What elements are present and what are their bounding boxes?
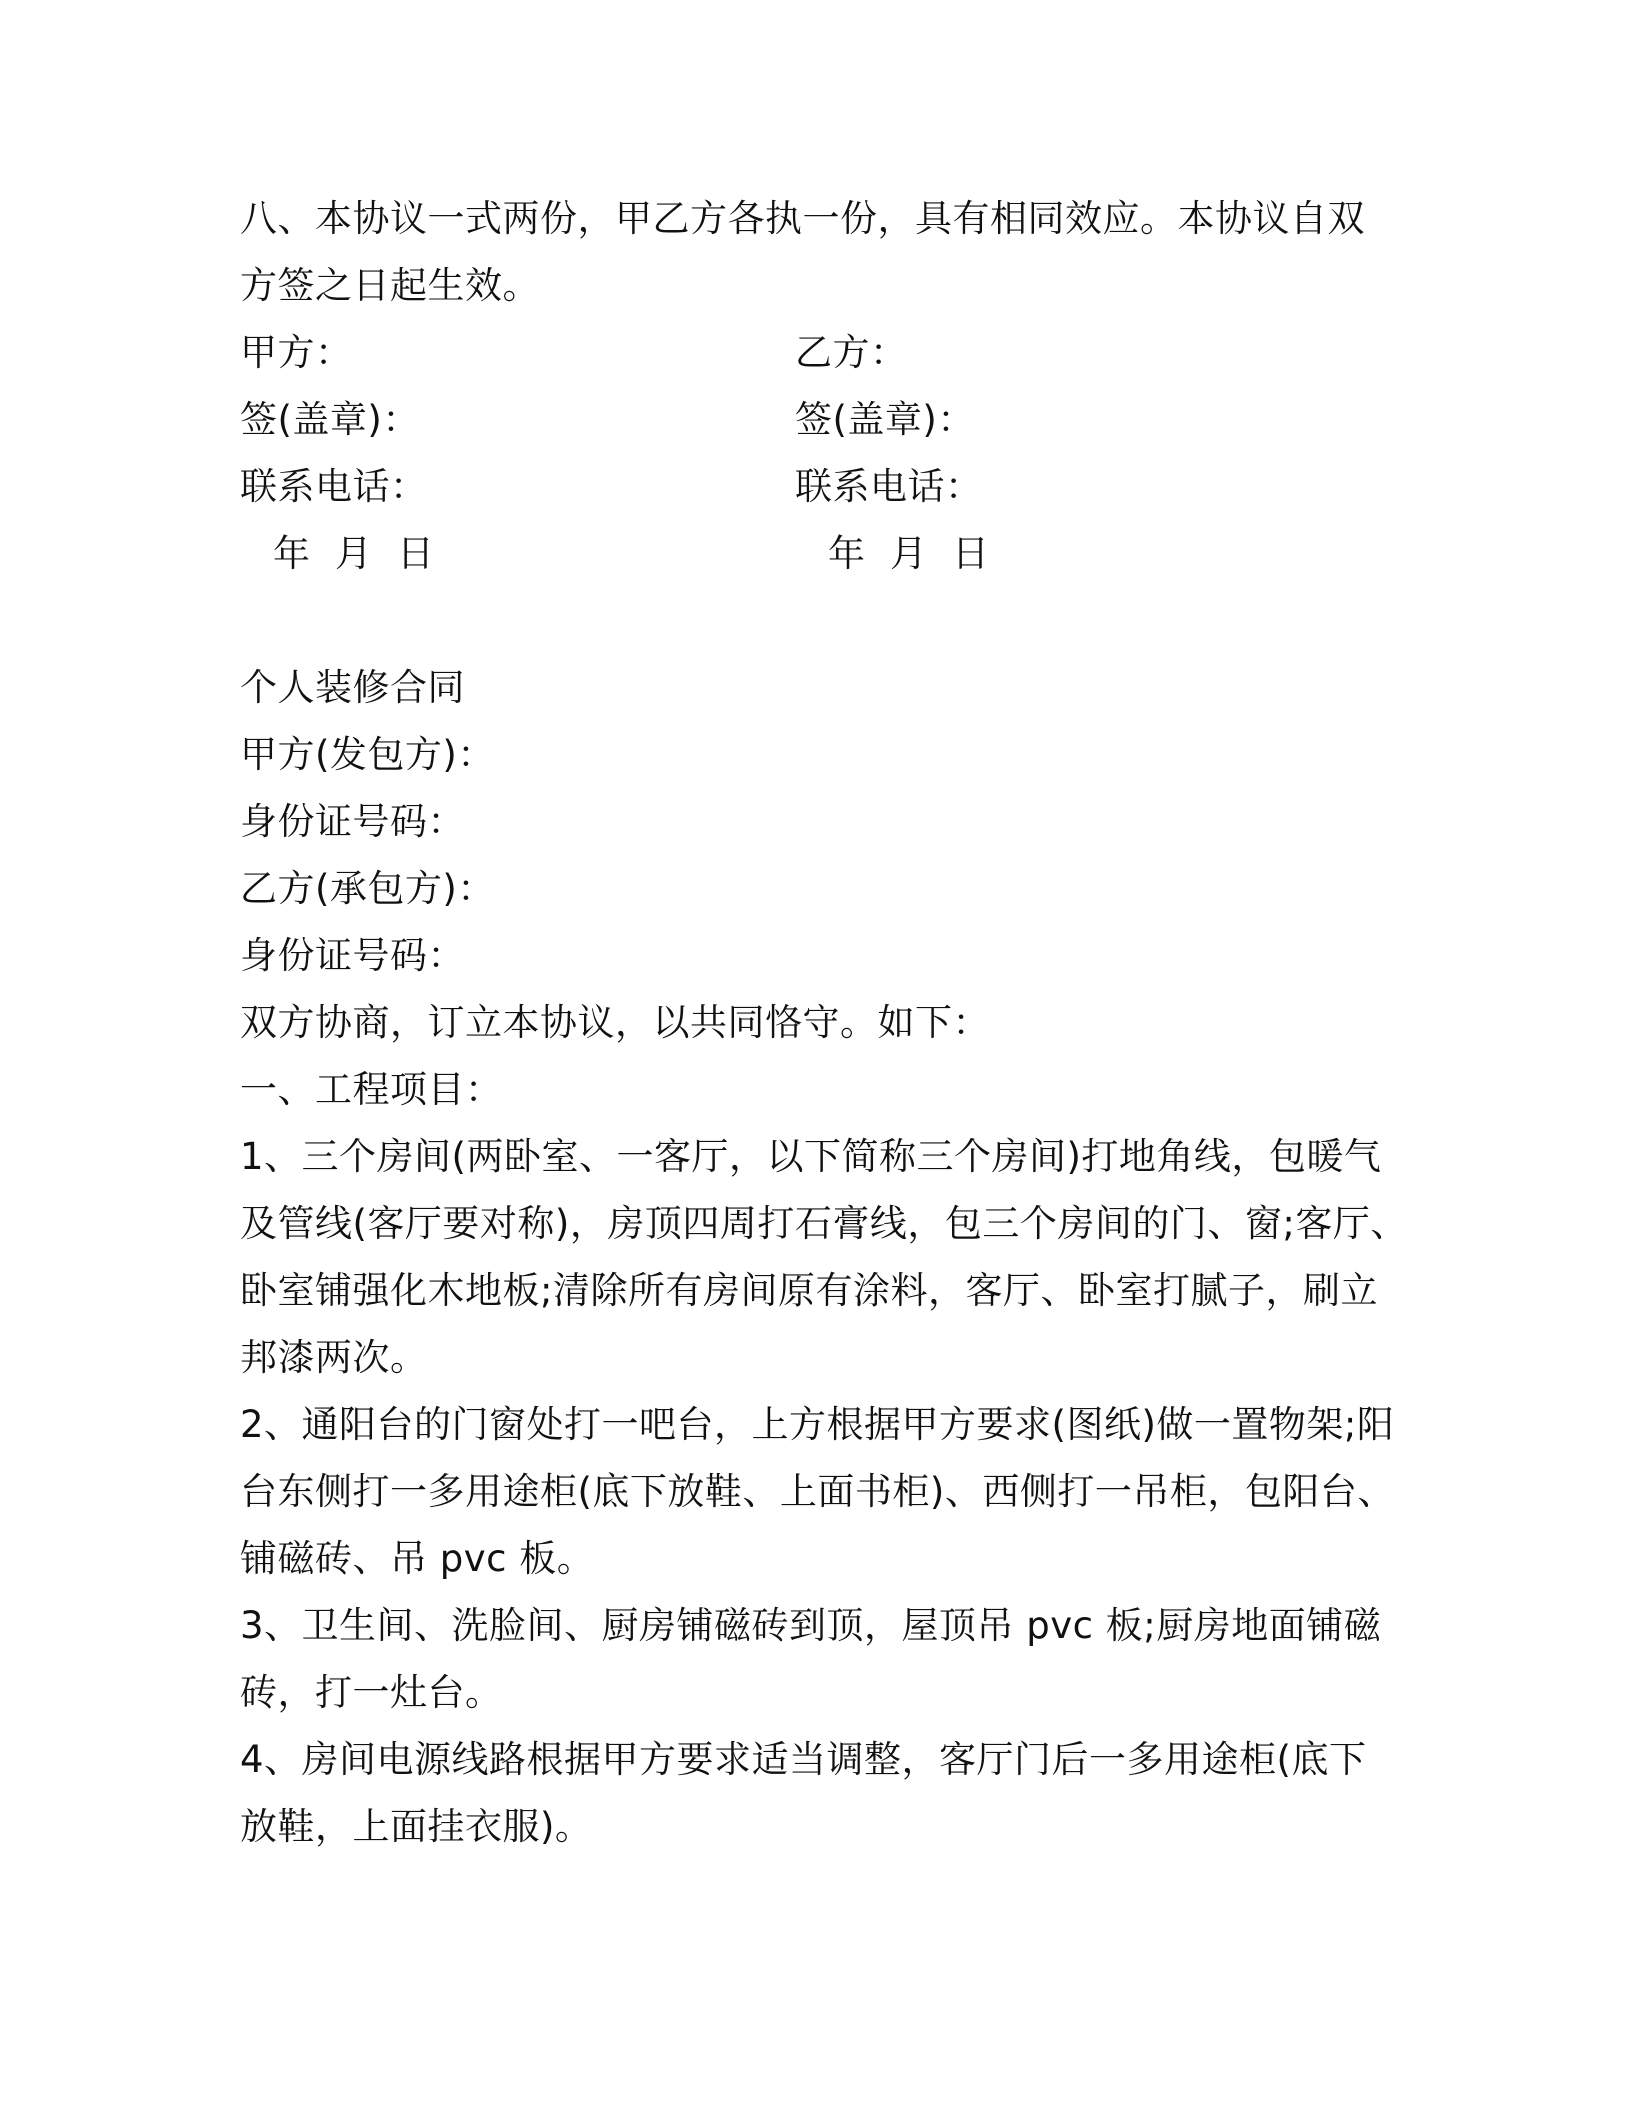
party-b-id-label: 身份证号码： xyxy=(240,934,465,977)
party-b-seal-label: 签(盖章)： xyxy=(795,398,975,441)
party-b-label: 乙方(承包方)： xyxy=(240,867,495,910)
contract-intro: 双方协商，订立本协议，以共同恪守。如下： xyxy=(240,1001,990,1044)
item-1-line: 及管线(客厅要对称)，房顶四周打石膏线，包三个房间的门、窗;客厅、 xyxy=(240,1202,1408,1245)
item-2 xyxy=(240,1391,1400,1592)
item-2-line: 铺磁砖、吊 pvc 板。 xyxy=(240,1537,595,1580)
party-b-signature-label: 乙方： xyxy=(795,331,908,374)
item-4-line: 4、房间电源线路根据甲方要求适当调整，客厅门后一多用途柜(底下 xyxy=(240,1738,1367,1781)
item-1-line: 邦漆两次。 xyxy=(240,1336,428,1379)
item-3-line: 3、卫生间、洗脸间、厨房铺磁砖到顶，屋顶吊 pvc 板;厨房地面铺磁 xyxy=(240,1604,1382,1647)
party-b-date-label: 年 月 日 xyxy=(828,532,990,575)
item-3 xyxy=(240,1592,1400,1726)
party-a-phone-label: 联系电话： xyxy=(240,465,428,508)
item-1-line: 卧室铺强化木地板;清除所有房间原有涂料，客厅、卧室打腻子，刷立 xyxy=(240,1269,1378,1312)
item-4-line: 放鞋，上面挂衣服)。 xyxy=(240,1805,593,1848)
contract-title: 个人装修合同 xyxy=(240,666,465,709)
item-4 xyxy=(240,1726,1400,1860)
signature-row-date xyxy=(240,520,1400,587)
signature-row-phone xyxy=(240,453,1400,520)
section1-heading: 一、工程项目： xyxy=(240,1068,503,1111)
party-b-phone-label: 联系电话： xyxy=(795,465,983,508)
section-spacer xyxy=(240,587,1400,654)
party-a-label: 甲方(发包方)： xyxy=(240,733,495,776)
item-3-line: 砖，打一灶台。 xyxy=(240,1671,503,1714)
section8-line-2: 方签之日起生效。 xyxy=(240,264,540,307)
party-a-id-label: 身份证号码： xyxy=(240,800,465,843)
section8-line-1: 八、本协议一式两份，甲乙方各执一份，具有相同效应。本协议自双 xyxy=(240,197,1365,240)
signature-row-seal xyxy=(240,386,1400,453)
item-2-line: 台东侧打一多用途柜(底下放鞋、上面书柜)、西侧打一吊柜，包阳台、 xyxy=(240,1470,1395,1513)
party-a-seal-label: 签(盖章)： xyxy=(240,398,420,441)
item-2-line: 2、通阳台的门窗处打一吧台，上方根据甲方要求(图纸)做一置物架;阳 xyxy=(240,1403,1395,1446)
signature-row-party xyxy=(240,319,1400,386)
party-a-date-label: 年 月 日 xyxy=(273,532,435,575)
item-1-line: 1、三个房间(两卧室、一客厅，以下简称三个房间)打地角线，包暖气 xyxy=(240,1135,1382,1178)
party-a-signature-label: 甲方： xyxy=(240,331,353,374)
item-1 xyxy=(240,1123,1408,1391)
document-body xyxy=(240,185,1408,1860)
